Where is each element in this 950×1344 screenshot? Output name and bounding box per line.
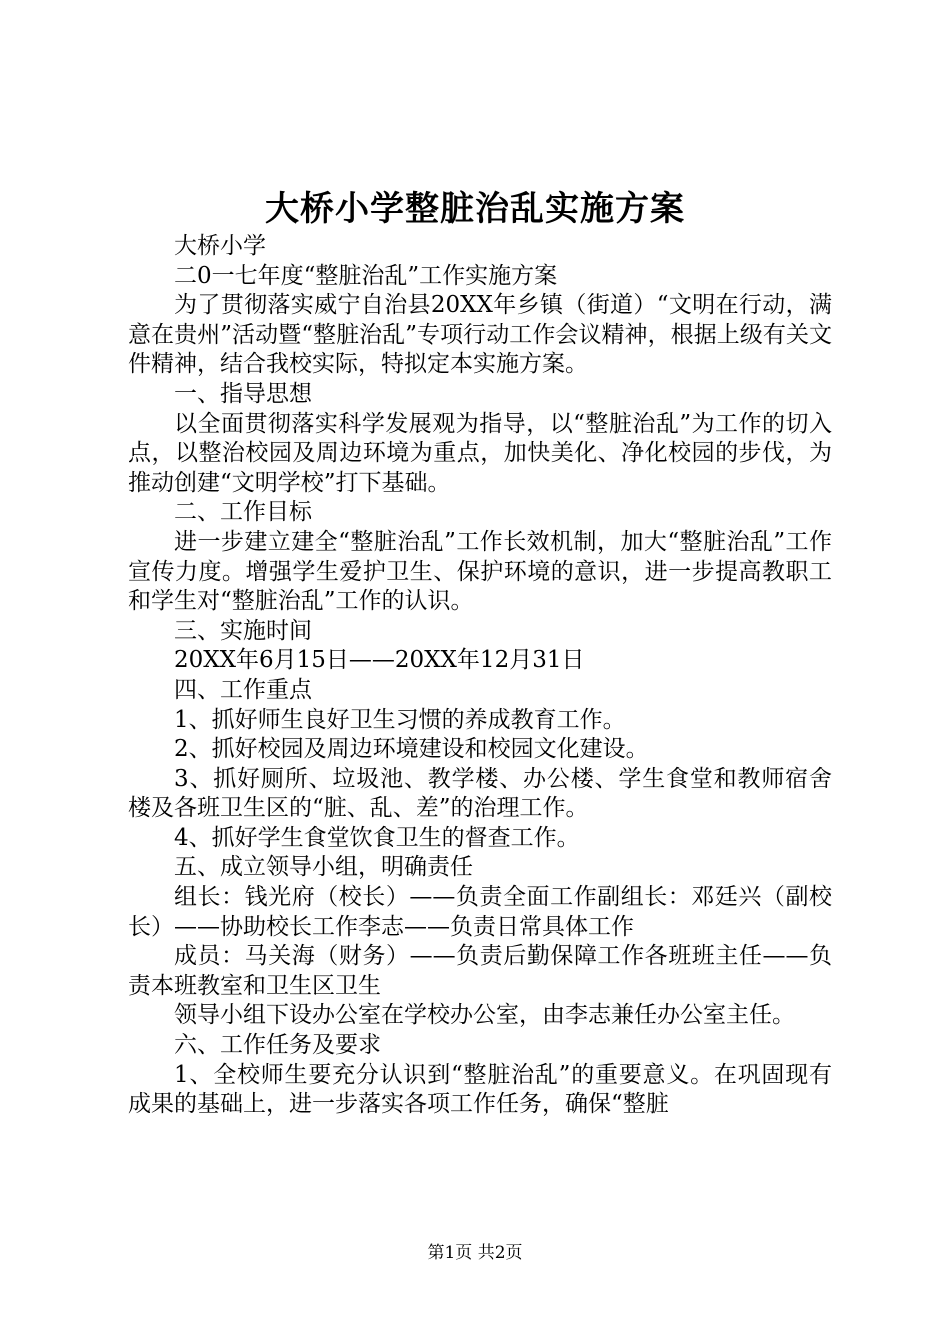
document-body bbox=[128, 232, 832, 1120]
paragraph: 成员：马关海（财务）——负责后勤保障工作各班班主任——负责本班教室和卫生区卫生 bbox=[128, 943, 832, 999]
section-heading: 一、指导思想 bbox=[174, 380, 312, 407]
list-item: 1、全校师生要充分认识到“整脏治乱”的重要意义。在巩固现有成果的基础上，进一步落实各项工作任务，确保“整脏 bbox=[128, 1061, 832, 1118]
paragraph: 大桥小学 bbox=[174, 233, 266, 259]
list-item: 2、抓好校园及周边环境建设和校园文化建设。 bbox=[174, 736, 649, 763]
paragraph: 20XX年6月15日——20XX年12月31日 bbox=[174, 647, 585, 674]
section-heading: 五、成立领导小组，明确责任 bbox=[174, 854, 473, 881]
section-heading: 四、工作重点 bbox=[174, 676, 312, 703]
paragraph: 进一步建立建全“整脏治乱”工作长效机制，加大“整脏治乱”工作宣传力度。增强学生爱护卫生、保护环境的意识，进一步提高教职工和学生对“整脏治乱”工作的认识。 bbox=[128, 528, 832, 615]
list-item: 4、抓好学生食堂饮食卫生的督查工作。 bbox=[174, 824, 580, 851]
page-footer: 第1页 共2页 bbox=[427, 1243, 523, 1263]
paragraph: 领导小组下设办公室在学校办公室，由李志兼任办公室主任。 bbox=[174, 1002, 795, 1029]
list-item: 3、抓好厕所、垃圾池、教学楼、办公楼、学生食堂和教师宿舍楼及各班卫生区的“脏、乱、差”的治理工作。 bbox=[128, 765, 832, 822]
list-item: 1、抓好师生良好卫生习惯的养成教育工作。 bbox=[174, 706, 626, 733]
section-heading: 三、实施时间 bbox=[174, 617, 312, 644]
section-heading: 二、工作目标 bbox=[174, 499, 312, 526]
paragraph: 以全面贯彻落实科学发展观为指导，以“整脏治乱”为工作的切入点，以整治校园及周边环境为重点，加快美化、净化校园的步伐，为推动创建“文明学校”打下基础。 bbox=[128, 410, 832, 496]
document-title: 大桥小学整脏治乱实施方案 bbox=[265, 189, 685, 229]
section-heading: 六、工作任务及要求 bbox=[174, 1032, 381, 1059]
paragraph: 组长：钱光府（校长）——负责全面工作副组长：邓廷兴（副校长）——协助校长工作李志——负责日常具体工作 bbox=[128, 884, 832, 940]
paragraph: 为了贯彻落实威宁自治县20XX年乡镇（街道）“文明在行动，满意在贵州”活动暨“整脏治乱”专项行动工作会议精神，根据上级有关文件精神，结合我校实际，特拟定本实施方案。 bbox=[128, 292, 832, 378]
paragraph: 二0一七年度“整脏治乱”工作实施方案 bbox=[174, 262, 558, 289]
